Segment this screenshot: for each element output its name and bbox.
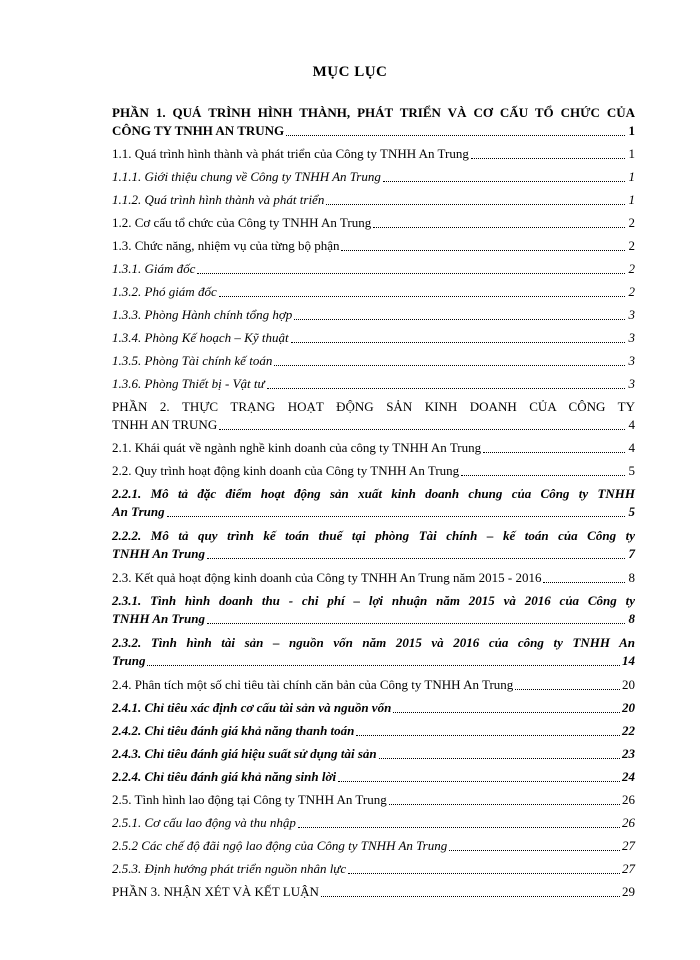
toc-entry[interactable] xyxy=(112,699,635,717)
toc-entry-text: 1.2. Cơ cấu tổ chức của Công ty TNHH An Trung xyxy=(112,215,372,230)
toc-entry[interactable] xyxy=(112,214,635,232)
dot-leader xyxy=(483,451,625,453)
dot-leader xyxy=(219,428,625,430)
toc-page-number: 20 xyxy=(622,700,635,715)
toc-page-number: 14 xyxy=(622,653,635,668)
toc-entry-text: 1.1.1. Giới thiệu chung về Công ty TNHH An Trung xyxy=(112,169,381,184)
toc-entry[interactable] xyxy=(112,283,635,301)
toc-page-number: 1 xyxy=(628,123,635,138)
toc-page-number: 4 xyxy=(628,440,635,455)
dot-leader xyxy=(515,688,620,690)
toc-entry[interactable] xyxy=(112,260,635,278)
toc-page-number: 2 xyxy=(628,238,635,253)
dot-leader xyxy=(471,157,625,159)
toc-entry[interactable] xyxy=(112,745,635,763)
toc-entry[interactable] xyxy=(112,145,635,163)
toc-entry[interactable] xyxy=(112,768,635,786)
toc-entry-heading: 2.2.1. Mô tả đặc điểm hoạt động sản xuất kinh doanh chung của Công ty TNHH xyxy=(112,486,635,501)
toc-entry-text: TNHH AN TRUNG xyxy=(112,417,218,432)
toc-page-number: 24 xyxy=(622,769,635,784)
toc-entry[interactable] xyxy=(112,122,635,140)
toc-entry[interactable] xyxy=(112,439,635,457)
toc-entry[interactable] xyxy=(112,610,635,628)
toc-entry-heading: 2.2.2. Mô tả quy trình kế toán thuế tại phòng Tài chính – kế toán của Công ty xyxy=(112,528,635,543)
dot-leader xyxy=(356,734,620,736)
dot-leader xyxy=(291,341,625,343)
toc-entry-heading: PHẦN 2. THỰC TRẠNG HOẠT ĐỘNG SẢN KINH DOANH CỦA CÔNG TY xyxy=(112,399,635,414)
toc-page-number: 23 xyxy=(622,746,635,761)
toc-entry-text: 2.4. Phân tích một số chỉ tiêu tài chính căn bản của Công ty TNHH An Trung xyxy=(112,677,514,692)
toc-entry[interactable] xyxy=(112,791,635,809)
toc-entry[interactable] xyxy=(112,462,635,480)
toc-page-number: 27 xyxy=(622,838,635,853)
toc-page-number: 7 xyxy=(628,546,635,561)
toc-entry-text: 1.3.4. Phòng Kế hoạch – Kỹ thuật xyxy=(112,330,289,345)
dot-leader xyxy=(389,803,620,805)
page-title: MỤC LỤC xyxy=(312,64,388,80)
toc-entry[interactable] xyxy=(112,416,635,434)
toc-page-number: 5 xyxy=(628,504,635,519)
dot-leader xyxy=(207,622,625,624)
toc-entry-text: An Trung xyxy=(112,504,165,519)
toc-entry-text: 2.4.3. Chỉ tiêu đánh giá hiệu suất sử dụng tài sản xyxy=(112,746,377,761)
dot-leader xyxy=(338,780,620,782)
dot-leader xyxy=(321,895,620,897)
dot-leader xyxy=(543,581,625,583)
toc-page-number: 3 xyxy=(628,307,635,322)
dot-leader xyxy=(383,180,625,182)
toc-entry-heading: 2.3.1. Tình hình doanh thu - chi phí – lợi nhuận năm 2015 và 2016 của Công ty xyxy=(112,593,635,608)
dot-leader xyxy=(167,515,625,517)
toc-entry[interactable] xyxy=(112,860,635,878)
toc-entry[interactable] xyxy=(112,676,635,694)
toc-entry-text: Trung xyxy=(112,653,146,668)
dot-leader xyxy=(341,249,625,251)
toc-entry-heading: 2.3.2. Tình hình tài sản – nguồn vốn năm 2015 và 2016 của công ty TNHH An xyxy=(112,635,635,650)
dot-leader xyxy=(348,872,620,874)
toc-entry-text: 2.2. Quy trình hoạt động kinh doanh của Công ty TNHH An Trung xyxy=(112,463,460,478)
toc-entry[interactable] xyxy=(112,545,635,563)
dot-leader xyxy=(373,226,625,228)
toc-entry[interactable] xyxy=(112,814,635,832)
toc-entry-text: 1.1. Quá trình hình thành và phát triển của Công ty TNHH An Trung xyxy=(112,146,469,161)
toc-page-number: 3 xyxy=(628,376,635,391)
toc-entry[interactable] xyxy=(112,375,635,393)
toc-entry-text: 1.3.3. Phòng Hành chính tổng hợp xyxy=(112,307,293,322)
toc-entry[interactable] xyxy=(112,837,635,855)
toc-entry[interactable] xyxy=(112,191,635,209)
dot-leader xyxy=(393,711,620,713)
toc-entry-text: 2.4.2. Chỉ tiêu đánh giá khả năng thanh toán xyxy=(112,723,355,738)
toc-entry-text: 1.3. Chức năng, nhiệm vụ của từng bộ phận xyxy=(112,238,340,253)
toc-page-number: 3 xyxy=(628,353,635,368)
toc-page-number: 26 xyxy=(622,792,635,807)
toc-entry-text: 2.1. Khái quát về ngành nghề kinh doanh của công ty TNHH An Trung xyxy=(112,440,482,455)
toc-entry-text: 2.2.4. Chỉ tiêu đánh giá khả năng sinh lời xyxy=(112,769,337,784)
toc-entry[interactable] xyxy=(112,352,635,370)
toc-page-number: 27 xyxy=(622,861,635,876)
toc-entry-text: TNHH An Trung xyxy=(112,611,205,626)
toc-entry-text: 2.5.2 Các chế độ đãi ngộ lao động của Công ty TNHH An Trung xyxy=(112,838,448,853)
toc-entry-text: 2.3. Kết quả hoạt động kinh doanh của Công ty TNHH An Trung năm 2015 - 2016 xyxy=(112,570,542,585)
toc-page-number: 29 xyxy=(622,884,635,899)
dot-leader xyxy=(326,203,625,205)
toc-entry[interactable] xyxy=(112,883,635,901)
toc-entry-text: 2.5.1. Cơ cấu lao động và thu nhập xyxy=(112,815,296,830)
dot-leader xyxy=(207,557,625,559)
toc-page-number: 1 xyxy=(628,192,635,207)
dot-leader xyxy=(274,364,625,366)
dot-leader xyxy=(267,387,625,389)
dot-leader xyxy=(449,849,620,851)
toc-page-number: 2 xyxy=(628,284,635,299)
toc-entry[interactable] xyxy=(112,306,635,324)
toc-page-number: 3 xyxy=(628,330,635,345)
dot-leader xyxy=(379,757,620,759)
toc-entry[interactable] xyxy=(112,722,635,740)
toc-entry[interactable] xyxy=(112,329,635,347)
toc-page-number: 5 xyxy=(628,463,635,478)
dot-leader xyxy=(298,826,620,828)
toc-page-number: 8 xyxy=(628,611,635,626)
toc-entry-text: 1.3.2. Phó giám đốc xyxy=(112,284,217,299)
toc-entry-text: 1.3.6. Phòng Thiết bị - Vật tư xyxy=(112,376,265,391)
toc-page-number: 1 xyxy=(628,146,635,161)
toc-page-number: 26 xyxy=(622,815,635,830)
toc-page-number: 20 xyxy=(622,677,635,692)
toc-entry-text: 1.3.1. Giám đốc xyxy=(112,261,196,276)
toc-entry-text: 1.1.2. Quá trình hình thành và phát triển xyxy=(112,192,325,207)
toc-entry-text: TNHH An Trung xyxy=(112,546,205,561)
dot-leader xyxy=(294,318,625,320)
toc-page-number: 8 xyxy=(628,570,635,585)
toc-entry-heading: PHẦN 1. QUÁ TRÌNH HÌNH THÀNH, PHÁT TRIỂN VÀ CƠ CẤU TỔ CHỨC CỦA xyxy=(112,105,635,120)
dot-leader xyxy=(197,272,625,274)
dot-leader xyxy=(147,664,620,666)
toc-page-number: 2 xyxy=(628,215,635,230)
toc-entry-text: 2.5.3. Định hướng phát triển nguồn nhân lực xyxy=(112,861,347,876)
toc-page-number: 22 xyxy=(622,723,635,738)
toc-entry-text: CÔNG TY TNHH AN TRUNG xyxy=(112,123,285,138)
toc-entry[interactable] xyxy=(112,237,635,255)
toc-entry-text: 1.3.5. Phòng Tài chính kế toán xyxy=(112,353,273,368)
dot-leader xyxy=(286,134,625,136)
dot-leader xyxy=(461,474,625,476)
toc-entry-text: 2.4.1. Chỉ tiêu xác định cơ cấu tài sản và nguồn vốn xyxy=(112,700,392,715)
toc-entry[interactable] xyxy=(112,569,635,587)
toc-page-number: 4 xyxy=(628,417,635,432)
toc-entry[interactable] xyxy=(112,168,635,186)
toc-page-number: 2 xyxy=(628,261,635,276)
toc-entry-text: PHẦN 3. NHẬN XÉT VÀ KẾT LUẬN xyxy=(112,884,319,899)
toc-entry-text: 2.5. Tình hình lao động tại Công ty TNHH An Trung xyxy=(112,792,387,807)
toc-entry[interactable] xyxy=(112,652,635,670)
dot-leader xyxy=(219,295,625,297)
toc-page-number: 1 xyxy=(628,169,635,184)
toc-entry[interactable] xyxy=(112,503,635,521)
